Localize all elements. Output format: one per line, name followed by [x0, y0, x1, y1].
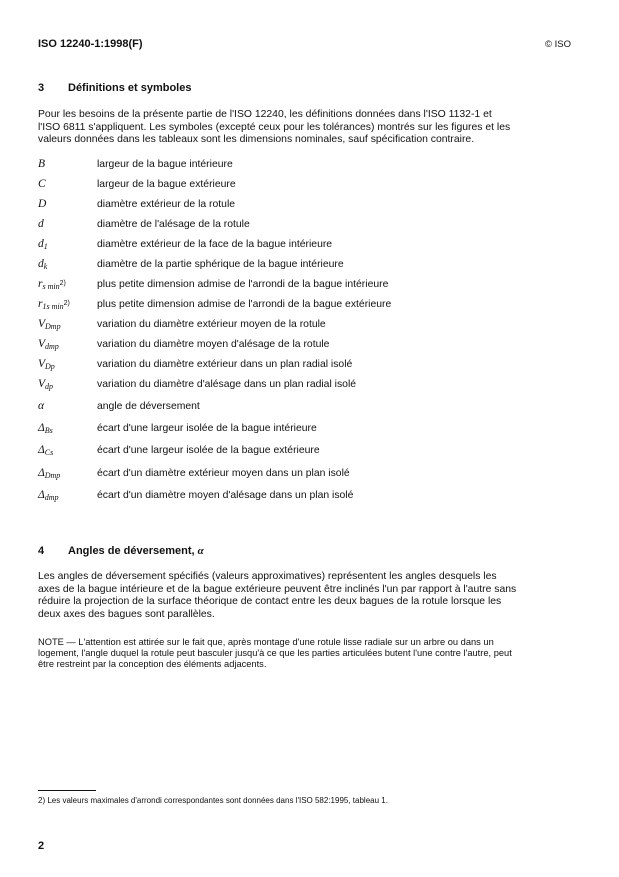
symbol-row — [38, 258, 578, 276]
symbol-subscript: Cs — [44, 448, 54, 457]
symbol-subscript: 1 — [43, 242, 48, 251]
symbol-description: écart d'une largeur isolée de la bague extérieure — [97, 445, 320, 456]
symbol-row — [38, 400, 578, 418]
section-3-heading — [38, 82, 191, 94]
document-id: ISO 12240-1:1998(F) — [38, 38, 143, 50]
symbol-base: V — [38, 378, 46, 390]
alpha-symbol: α — [197, 545, 204, 557]
symbol-base: d — [38, 258, 44, 270]
symbol-subscript: Dmp — [45, 322, 61, 331]
symbol-base: V — [38, 338, 46, 350]
body-line: Les angles de déversement spécifiés (valeurs approximatives) représentent les angles desquels les — [38, 571, 497, 582]
symbol-row — [38, 218, 578, 236]
section-4-heading — [38, 545, 204, 557]
intro-line: valeurs données dans les tableaux sont les dimensions nominales, sauf spécification contraire. — [38, 134, 475, 146]
symbol-subscript: Dmp — [44, 471, 61, 480]
symbol-base: d — [38, 218, 44, 230]
symbol-row — [38, 422, 578, 440]
symbol-base: C — [38, 178, 46, 190]
intro-line: Pour les besoins de la présente partie de l'ISO 12240, les définitions données dans l'ISO 1132-1 et — [38, 109, 492, 120]
symbol-base: Δ — [38, 422, 45, 434]
symbol-subscript: Dp — [45, 362, 55, 371]
symbol-description: variation du diamètre extérieur dans un plan radial isolé — [97, 359, 353, 370]
symbol — [38, 338, 59, 351]
note-line: être restreint par la conception des éléments adjacents. — [38, 659, 267, 670]
symbol-description: écart d'un diamètre extérieur moyen dans un plan isolé — [97, 468, 350, 479]
section-3-number: 3 — [38, 82, 45, 94]
symbol-description: diamètre extérieur de la rotule — [97, 199, 236, 210]
copyright: © ISO — [544, 39, 571, 50]
symbol — [38, 258, 47, 271]
note-line: NOTE — L'attention est attirée sur le fait que, après montage d'une rotule lisse radiale sur un arbre ou dans un — [38, 637, 494, 647]
symbol-description: écart d'un diamètre moyen d'alésage dans un plan isolé — [97, 490, 354, 501]
symbol — [38, 378, 53, 391]
symbol-subscript: s min — [42, 282, 60, 291]
symbol-base: r — [38, 298, 43, 310]
symbol-row — [38, 467, 578, 485]
symbol — [38, 178, 46, 190]
symbol-base: Δ — [38, 444, 45, 456]
symbol — [38, 298, 70, 311]
symbol-base: d — [38, 238, 44, 250]
section-4-body — [38, 571, 572, 621]
symbol — [38, 218, 44, 230]
symbol-base: r — [38, 278, 43, 290]
body-line: deux axes des bagues sont parallèles. — [38, 608, 215, 620]
symbol — [38, 400, 44, 412]
symbol-subscript: 1s min — [42, 302, 64, 311]
symbol-subscript: Bs — [44, 426, 53, 435]
symbol-base: Δ — [38, 467, 45, 479]
section-3-intro — [38, 109, 572, 147]
symbol — [38, 158, 45, 170]
symbol-row — [38, 338, 578, 356]
symbol-row — [38, 178, 578, 196]
symbol-description: largeur de la bague extérieure — [97, 179, 236, 190]
symbol — [38, 198, 46, 210]
symbol-row — [38, 318, 578, 336]
symbol — [38, 467, 60, 480]
symbol-description: variation du diamètre moyen d'alésage de la rotule — [97, 339, 330, 350]
symbol-description: angle de déversement — [97, 401, 200, 412]
symbol-description: diamètre de l'alésage de la rotule — [97, 219, 250, 230]
body-line: réduire la projection de la surface théorique de contact entre les deux bagues de la rotule lorsque les — [38, 596, 502, 608]
symbol-subscript: dp — [45, 382, 54, 391]
symbol-description: variation du diamètre extérieur moyen de la rotule — [97, 319, 326, 330]
section-4-number: 4 — [38, 545, 45, 557]
section-3-title: Définitions et symboles — [68, 82, 192, 94]
footnote-ref: 2) — [63, 300, 70, 307]
symbol-row — [38, 358, 578, 376]
symbol-subscript: k — [43, 262, 48, 271]
symbol-description: variation du diamètre d'alésage dans un plan radial isolé — [97, 379, 357, 390]
page-number: 2 — [38, 840, 45, 852]
symbol — [38, 489, 59, 502]
symbol-description: plus petite dimension admise de l'arrondi de la bague extérieure — [97, 299, 392, 310]
symbol — [38, 238, 48, 251]
body-line: axes de la bague intérieure et de la bague extérieure peuvent être inclinés l'un par rapport à l'autre sans — [38, 583, 517, 595]
symbol-row — [38, 278, 578, 296]
symbol-description: écart d'une largeur isolée de la bague intérieure — [97, 423, 317, 434]
symbol-row — [38, 378, 578, 396]
symbol-row — [38, 298, 578, 316]
note-line: logement, l'angle duquel la rotule peut basculer jusqu'à ce que les parties articulées butent l'une contre l'autre, peut — [38, 648, 512, 659]
symbol-description: diamètre de la partie sphérique de la bague intérieure — [97, 259, 344, 270]
symbol-row — [38, 158, 578, 176]
footnote: 2) Les valeurs maximales d'arrondi correspondantes sont données dans l'ISO 582:1995, tableau 1. — [38, 796, 388, 805]
symbol-base: D — [38, 198, 47, 210]
symbol-description: plus petite dimension admise de l'arrondi de la bague intérieure — [97, 279, 389, 290]
symbol-row — [38, 444, 578, 462]
symbol-description: largeur de la bague intérieure — [97, 159, 233, 170]
section-4-title: Angles de déversement, — [68, 545, 195, 557]
symbol-description: diamètre extérieur de la face de la bague intérieure — [97, 239, 333, 250]
symbol-base: B — [38, 158, 46, 170]
symbol-subscript: dmp — [44, 493, 59, 502]
symbol — [38, 422, 53, 435]
intro-line: l'ISO 6811 s'appliquent. Les symboles (excepté ceux pour les tolérances) montrés sur les figures et les — [38, 121, 511, 133]
symbol-row — [38, 198, 578, 216]
symbol — [38, 358, 55, 371]
footnote-ref: 2) — [59, 280, 66, 287]
symbol — [38, 444, 53, 457]
symbol-base: V — [38, 318, 46, 330]
symbol — [38, 318, 61, 331]
footnote-separator — [38, 790, 96, 791]
symbol-base: V — [38, 358, 46, 370]
symbol-base: Δ — [38, 489, 45, 501]
symbol-row — [38, 489, 578, 507]
symbol-base: α — [38, 400, 45, 412]
symbol-subscript: dmp — [45, 342, 59, 351]
note — [38, 637, 578, 671]
symbol-row — [38, 238, 578, 256]
symbol — [38, 278, 66, 291]
